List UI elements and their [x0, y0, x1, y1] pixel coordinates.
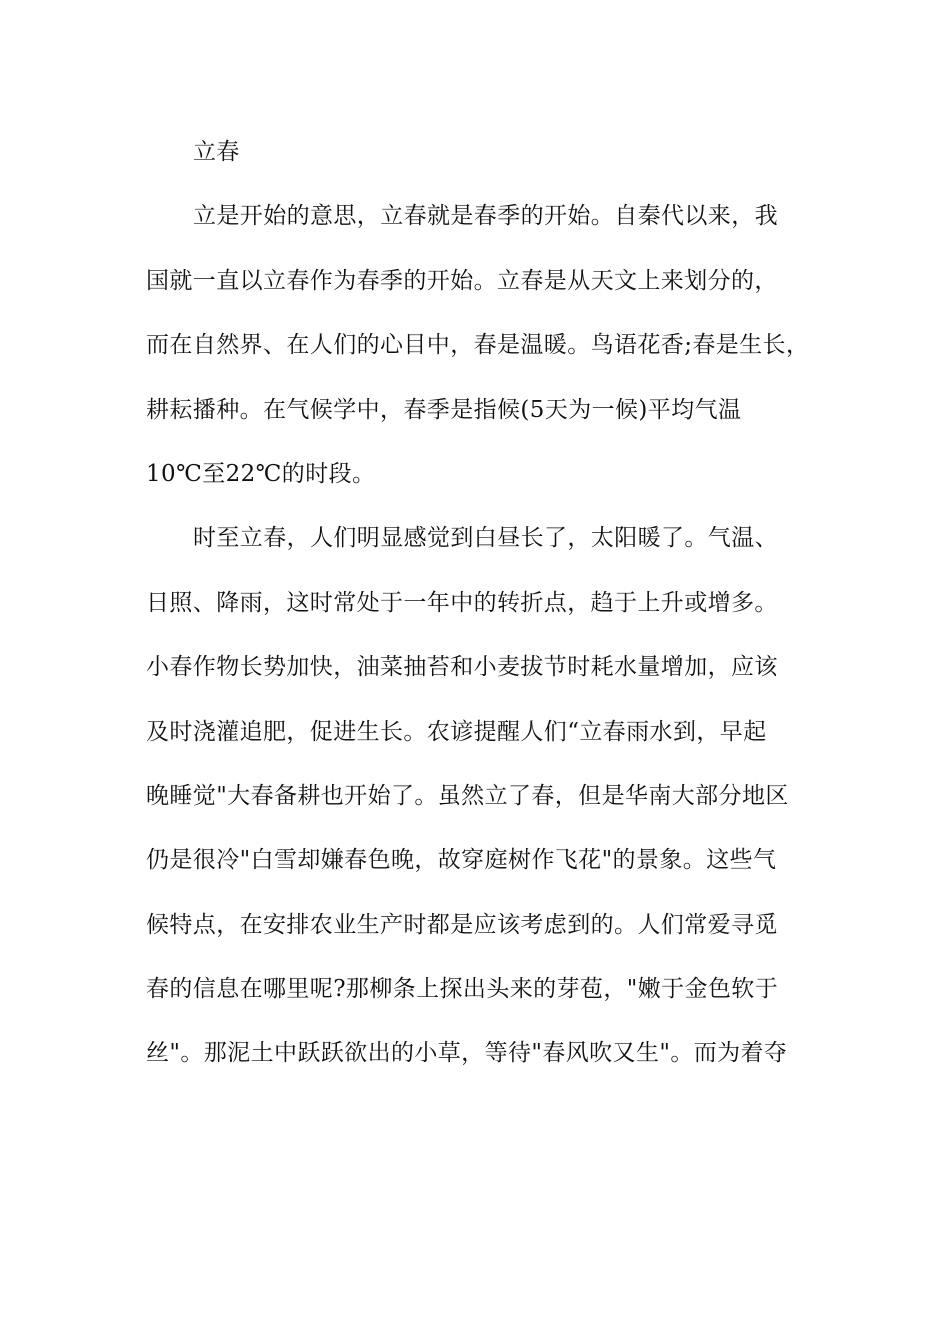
paragraph-1-line-1: 立是开始的意思，立春就是春季的开始。自秦代以来，我: [193, 203, 778, 230]
paragraph-2-line-1: 时至立春，人们明显感觉到白昼长了，太阳暖了。气温、: [193, 525, 778, 552]
paragraph-2-line-5: 晚睡觉"大春备耕也开始了。虽然立了春，但是华南大部分地区: [146, 782, 789, 809]
document-title: 立春: [193, 139, 240, 165]
paragraph-2-line-2: 日照、降雨，这时常处于一年中的转折点，趋于上升或增多。: [146, 589, 778, 616]
paragraph-2-line-6: 仍是很冷"白雪却嫌春色晚，故穿庭树作飞花"的景象。这些气: [146, 847, 777, 874]
paragraph-2-line-4: 及时浇灌追肥，促进生长。农谚提醒人们“立春雨水到，早起: [146, 718, 767, 745]
paragraph-1-line-2: 国就一直以立春作为春季的开始。立春是从天文上来划分的，: [146, 267, 778, 294]
paragraph-2-line-3: 小春作物长势加快，油菜抽苔和小麦拔节时耗水量增加，应该: [146, 654, 778, 681]
paragraph-1-line-5: 10℃至22℃的时段。: [146, 460, 376, 487]
paragraph-2-line-8: 春的信息在哪里呢?那柳条上探出头来的芽苞，"嫩于金色软于: [146, 976, 779, 1003]
paragraph-2-line-9: 丝"。那泥土中跃跃欲出的小草，等待"春风吹又生"。而为着夺: [146, 1040, 788, 1067]
paragraph-2-line-7: 候特点，在安排农业生产时都是应该考虑到的。人们常爱寻觅: [146, 911, 778, 938]
paragraph-1-line-4: 耕耘播种。在气候学中，春季是指候(5天为一候)平均气温: [146, 396, 742, 423]
document-body: [146, 126, 836, 1092]
paragraph-1-line-3: 而在自然界、在人们的心目中，春是温暖。鸟语花香;春是生长，: [146, 332, 810, 359]
